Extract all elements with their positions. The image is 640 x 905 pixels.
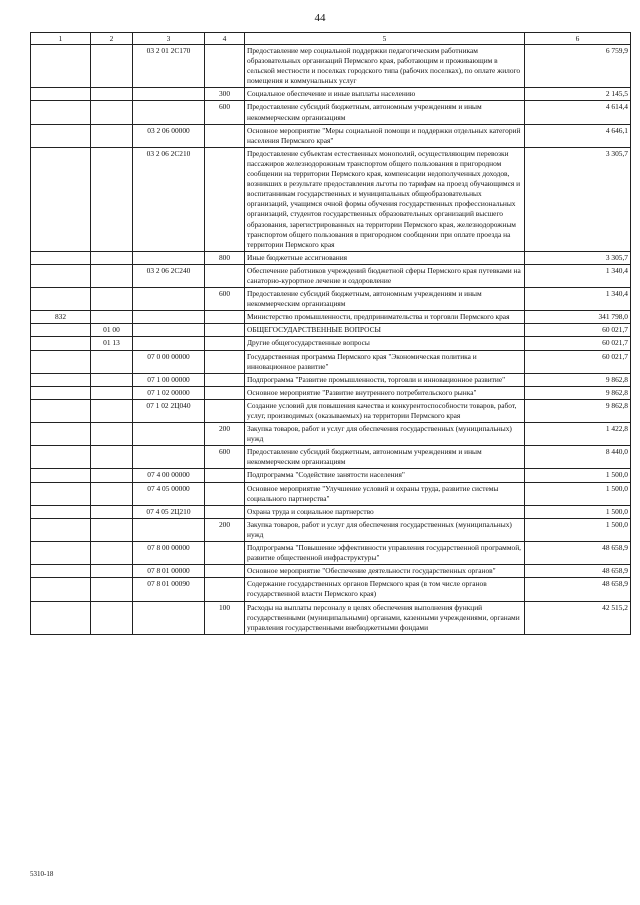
ministry-code-cell <box>31 505 91 518</box>
section-code-cell: 01 13 <box>91 337 133 350</box>
section-code-cell <box>91 101 133 124</box>
target-article-cell: 07 1 02 00000 <box>133 386 205 399</box>
item-name-cell: Подпрограмма "Повышение эффективности управления государственной программой, развитие общественной инфраструктуры" <box>245 542 525 565</box>
expense-type-cell <box>205 565 245 578</box>
section-code-cell <box>91 88 133 101</box>
expense-type-cell <box>205 469 245 482</box>
section-code-cell <box>91 288 133 311</box>
ministry-code-cell <box>31 482 91 505</box>
expense-type-cell: 200 <box>205 518 245 541</box>
expense-type-cell <box>205 147 245 251</box>
table-row <box>31 565 631 578</box>
target-article-cell: 07 4 05 2Ц210 <box>133 505 205 518</box>
section-code-cell <box>91 565 133 578</box>
target-article-cell: 07 8 01 00000 <box>133 565 205 578</box>
ministry-code-cell <box>31 446 91 469</box>
expense-type-cell: 600 <box>205 288 245 311</box>
item-name-cell: Основное мероприятие "Обеспечение деятельности государственных органов" <box>245 565 525 578</box>
ministry-code-cell <box>31 542 91 565</box>
header-cell: 1 <box>31 33 91 45</box>
amount-cell: 3 305,7 <box>525 147 631 251</box>
expense-type-cell <box>205 399 245 422</box>
expense-type-cell <box>205 124 245 147</box>
amount-cell: 1 500,0 <box>525 482 631 505</box>
section-code-cell <box>91 373 133 386</box>
table-row <box>31 542 631 565</box>
target-article-cell <box>133 311 205 324</box>
expense-type-cell <box>205 264 245 287</box>
header-cell: 6 <box>525 33 631 45</box>
ministry-code-cell <box>31 101 91 124</box>
ministry-code-cell <box>31 88 91 101</box>
target-article-cell: 07 1 00 00000 <box>133 373 205 386</box>
section-code-cell <box>91 446 133 469</box>
amount-cell: 2 145,5 <box>525 88 631 101</box>
table-row <box>31 45 631 88</box>
ministry-code-cell <box>31 469 91 482</box>
section-code-cell <box>91 45 133 88</box>
expense-type-cell: 300 <box>205 88 245 101</box>
item-name-cell: Предоставление субсидий бюджетным, автономным учреждениям и иным некоммерческим организациям <box>245 288 525 311</box>
ministry-code-cell <box>31 251 91 264</box>
expense-type-cell <box>205 373 245 386</box>
table-row <box>31 399 631 422</box>
table-row <box>31 337 631 350</box>
target-article-cell: 07 8 01 00090 <box>133 578 205 601</box>
section-code-cell <box>91 505 133 518</box>
ministry-code-cell <box>31 147 91 251</box>
expense-type-cell: 600 <box>205 101 245 124</box>
amount-cell: 48 658,9 <box>525 578 631 601</box>
expense-type-cell <box>205 578 245 601</box>
expense-type-cell: 200 <box>205 423 245 446</box>
section-code-cell <box>91 350 133 373</box>
target-article-cell: 03 2 06 2С210 <box>133 147 205 251</box>
target-article-cell: 07 4 05 00000 <box>133 482 205 505</box>
ministry-code-cell <box>31 423 91 446</box>
expense-type-cell <box>205 311 245 324</box>
amount-cell: 9 862,8 <box>525 399 631 422</box>
item-name-cell: Предоставление субъектам естественных монополий, осуществляющим перевозки пассажиров железнодорожным транспортом общего пользования в пригородном сообщении на территории Пермского края, компенсации недополученных доходов, возникших в результате предоставления льготы по тарифам на проезд обучающимся и воспитанникам государственных и муниципальных общеобразовательных организаций, учащимся очной формы обучения государственных профессиональных организаций, студентов государственных образовательных организаций высшего образования, зарегистрированных на территории Пермского края, железнодорожным транспортом общего пользования в пригородном сообщении при оплате проезда на территории Пермского края <box>245 147 525 251</box>
target-article-cell: 07 1 02 2Ц040 <box>133 399 205 422</box>
item-name-cell: Охрана труда и социальное партнерство <box>245 505 525 518</box>
expense-type-cell <box>205 337 245 350</box>
table-row <box>31 101 631 124</box>
ministry-code-cell <box>31 288 91 311</box>
table-row <box>31 386 631 399</box>
ministry-code-cell <box>31 386 91 399</box>
expense-type-cell <box>205 324 245 337</box>
item-name-cell: Социальное обеспечение и иные выплаты населению <box>245 88 525 101</box>
target-article-cell: 07 4 00 00000 <box>133 469 205 482</box>
section-code-cell <box>91 251 133 264</box>
section-code-cell <box>91 578 133 601</box>
expense-type-cell <box>205 482 245 505</box>
item-name-cell: Закупка товаров, работ и услуг для обеспечения государственных (муниципальных) нужд <box>245 423 525 446</box>
item-name-cell: Основное мероприятие "Улучшение условий и охраны труда, развитие системы социального партнерства" <box>245 482 525 505</box>
amount-cell: 1 500,0 <box>525 518 631 541</box>
item-name-cell: Закупка товаров, работ и услуг для обеспечения государственных (муниципальных) нужд <box>245 518 525 541</box>
item-name-cell: Основное мероприятие "Развитие внутреннего потребительского рынка" <box>245 386 525 399</box>
ministry-code-cell <box>31 337 91 350</box>
section-code-cell <box>91 147 133 251</box>
section-code-cell <box>91 386 133 399</box>
amount-cell: 60 021,7 <box>525 324 631 337</box>
ministry-code-cell <box>31 264 91 287</box>
table-row <box>31 469 631 482</box>
table-row <box>31 288 631 311</box>
item-name-cell: ОБЩЕГОСУДАРСТВЕННЫЕ ВОПРОСЫ <box>245 324 525 337</box>
table-row <box>31 88 631 101</box>
ministry-code-cell: 832 <box>31 311 91 324</box>
table-row <box>31 324 631 337</box>
item-name-cell: Обеспечение работников учреждений бюджетной сферы Пермского края путевками на санаторно-курортное лечение и оздоровление <box>245 264 525 287</box>
amount-cell: 3 305,7 <box>525 251 631 264</box>
item-name-cell: Подпрограмма "Развитие промышленности, торговли и инновационное развитие" <box>245 373 525 386</box>
amount-cell: 48 658,9 <box>525 542 631 565</box>
table-row <box>31 264 631 287</box>
amount-cell: 6 759,9 <box>525 45 631 88</box>
ministry-code-cell <box>31 373 91 386</box>
amount-cell: 4 614,4 <box>525 101 631 124</box>
table-row <box>31 350 631 373</box>
header-cell: 3 <box>133 33 205 45</box>
target-article-cell <box>133 423 205 446</box>
target-article-cell <box>133 101 205 124</box>
section-code-cell <box>91 264 133 287</box>
table-row <box>31 518 631 541</box>
table-row <box>31 124 631 147</box>
target-article-cell <box>133 337 205 350</box>
section-code-cell <box>91 469 133 482</box>
table-row <box>31 311 631 324</box>
item-name-cell: Создание условий для повышения качества и конкурентоспособности товаров, работ, услуг, производимых (оказываемых) на территории Пермского края <box>245 399 525 422</box>
section-code-cell <box>91 423 133 446</box>
table-row <box>31 147 631 251</box>
ministry-code-cell <box>31 350 91 373</box>
amount-cell: 4 646,1 <box>525 124 631 147</box>
amount-cell: 341 798,0 <box>525 311 631 324</box>
ministry-code-cell <box>31 518 91 541</box>
expense-type-cell <box>205 350 245 373</box>
expense-type-cell <box>205 505 245 518</box>
expense-type-cell <box>205 45 245 88</box>
header-cell: 4 <box>205 33 245 45</box>
ministry-code-cell <box>31 565 91 578</box>
table-row <box>31 446 631 469</box>
amount-cell: 1 340,4 <box>525 288 631 311</box>
table-header-row <box>31 33 631 45</box>
section-code-cell <box>91 601 133 634</box>
table-row <box>31 251 631 264</box>
item-name-cell: Расходы на выплаты персоналу в целях обеспечения выполнения функций государственными (муниципальными) органами, казенными учреждениями, органами управления государственными внебюджетными фондами <box>245 601 525 634</box>
amount-cell: 1 500,0 <box>525 505 631 518</box>
amount-cell: 1 422,8 <box>525 423 631 446</box>
table-row <box>31 482 631 505</box>
expense-type-cell: 600 <box>205 446 245 469</box>
ministry-code-cell <box>31 124 91 147</box>
section-code-cell <box>91 518 133 541</box>
header-cell: 5 <box>245 33 525 45</box>
section-code-cell <box>91 542 133 565</box>
header-cell: 2 <box>91 33 133 45</box>
item-name-cell: Предоставление субсидий бюджетным, автономным учреждениям и иным некоммерческим организациям <box>245 446 525 469</box>
ministry-code-cell <box>31 324 91 337</box>
amount-cell: 9 862,8 <box>525 386 631 399</box>
table-row <box>31 505 631 518</box>
amount-cell: 8 440,0 <box>525 446 631 469</box>
expense-type-cell: 100 <box>205 601 245 634</box>
target-article-cell: 07 8 00 00000 <box>133 542 205 565</box>
amount-cell: 42 515,2 <box>525 601 631 634</box>
table-row <box>31 578 631 601</box>
table-row <box>31 601 631 634</box>
section-code-cell <box>91 482 133 505</box>
expense-type-cell <box>205 386 245 399</box>
target-article-cell: 03 2 01 2С170 <box>133 45 205 88</box>
page-number: 44 <box>314 12 326 24</box>
amount-cell: 1 340,4 <box>525 264 631 287</box>
item-name-cell: Министерство промышленности, предпринимательства и торговли Пермского края <box>245 311 525 324</box>
item-name-cell: Предоставление субсидий бюджетным, автономным учреждениям и иным некоммерческим организациям <box>245 101 525 124</box>
table-row <box>31 373 631 386</box>
ministry-code-cell <box>31 578 91 601</box>
item-name-cell: Подпрограмма "Содействие занятости населения" <box>245 469 525 482</box>
section-code-cell <box>91 399 133 422</box>
target-article-cell: 07 0 00 00000 <box>133 350 205 373</box>
table-row <box>31 423 631 446</box>
expense-type-cell <box>205 542 245 565</box>
amount-cell: 1 500,0 <box>525 469 631 482</box>
target-article-cell <box>133 324 205 337</box>
amount-cell: 60 021,7 <box>525 350 631 373</box>
amount-cell: 48 658,9 <box>525 565 631 578</box>
item-name-cell: Иные бюджетные ассигнования <box>245 251 525 264</box>
target-article-cell: 03 2 06 00000 <box>133 124 205 147</box>
target-article-cell <box>133 518 205 541</box>
item-name-cell: Государственная программа Пермского края "Экономическая политика и инновационное развитие" <box>245 350 525 373</box>
section-code-cell: 01 00 <box>91 324 133 337</box>
budget-table <box>30 32 631 635</box>
ministry-code-cell <box>31 45 91 88</box>
footer-code: 5310-18 <box>30 870 54 878</box>
target-article-cell <box>133 601 205 634</box>
section-code-cell <box>91 311 133 324</box>
item-name-cell: Основное мероприятие "Меры социальной помощи и поддержки отдельных категорий населения Пермского края" <box>245 124 525 147</box>
item-name-cell: Другие общегосударственные вопросы <box>245 337 525 350</box>
target-article-cell <box>133 288 205 311</box>
target-article-cell <box>133 88 205 101</box>
amount-cell: 60 021,7 <box>525 337 631 350</box>
target-article-cell <box>133 251 205 264</box>
amount-cell: 9 862,8 <box>525 373 631 386</box>
item-name-cell: Содержание государственных органов Пермского края (в том числе органов государственной власти Пермского края) <box>245 578 525 601</box>
section-code-cell <box>91 124 133 147</box>
target-article-cell: 03 2 06 2С240 <box>133 264 205 287</box>
ministry-code-cell <box>31 601 91 634</box>
item-name-cell: Предоставление мер социальной поддержки педагогическим работникам образовательных организаций Пермского края, работающим и проживающим в сельской местности и поселках городского типа (рабочих поселках), по оплате жилого помещения и коммунальных услуг <box>245 45 525 88</box>
target-article-cell <box>133 446 205 469</box>
expense-type-cell: 800 <box>205 251 245 264</box>
ministry-code-cell <box>31 399 91 422</box>
